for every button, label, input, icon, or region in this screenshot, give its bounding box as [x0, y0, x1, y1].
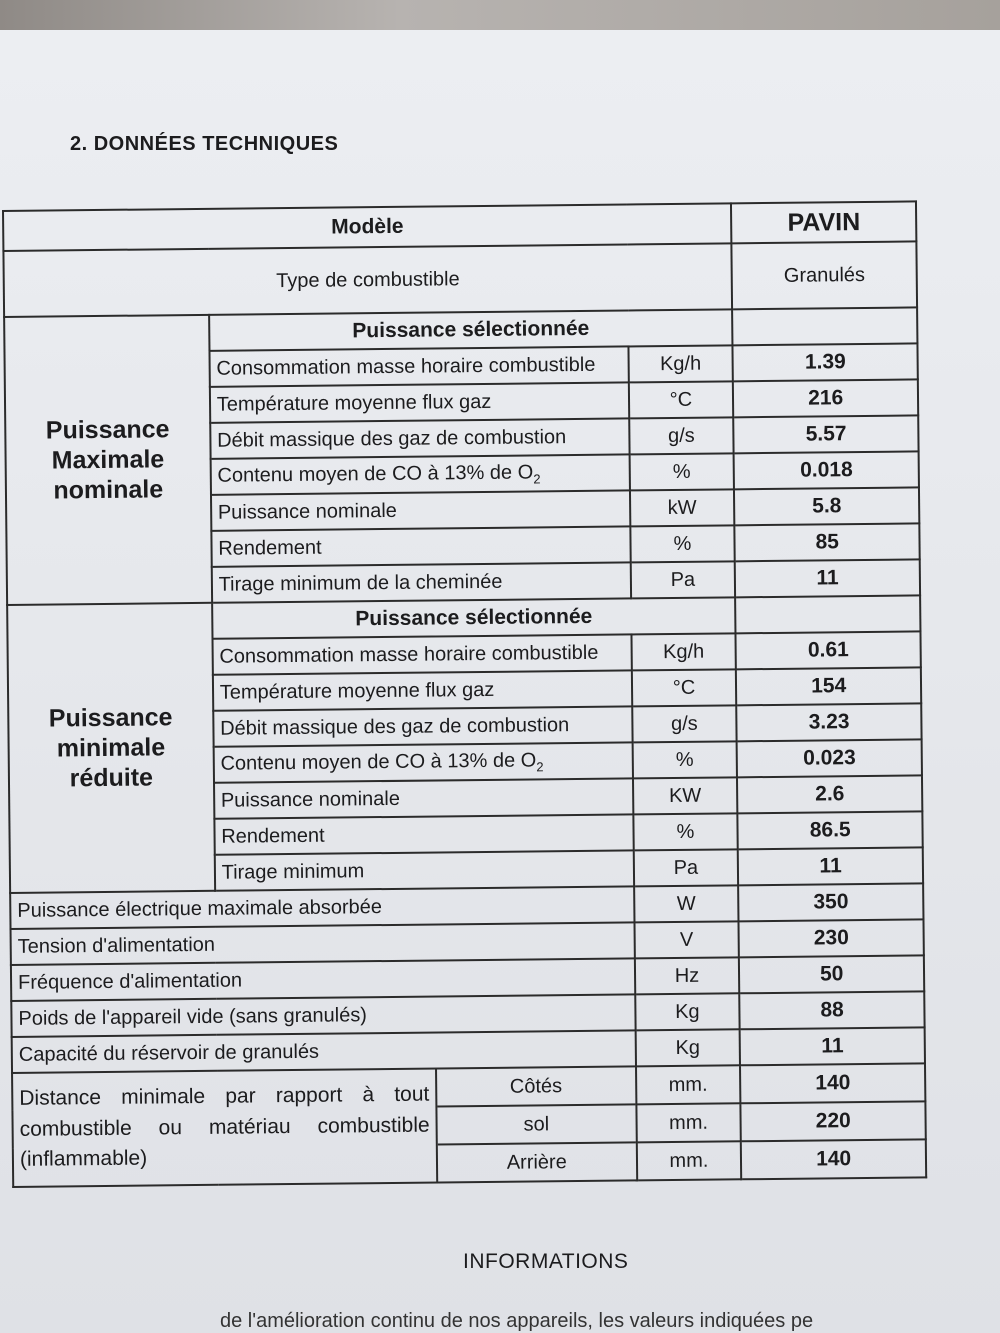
- row-label: Poids de l'appareil vide (sans granulés): [11, 994, 635, 1037]
- max-group-label: [4, 315, 212, 605]
- max-subheader-empty: [732, 307, 917, 345]
- row-value: 2.6: [737, 775, 922, 813]
- row-value: 0.023: [737, 739, 922, 777]
- row-label: Débit massique des gaz de combustion: [213, 706, 632, 746]
- row-unit: mm.: [636, 1103, 741, 1142]
- row-label: Consommation masse horaire combustible: [212, 634, 631, 674]
- model-value: PAVIN: [731, 201, 916, 243]
- row-value: 0.61: [736, 631, 921, 669]
- row-value: 50: [739, 955, 924, 993]
- max-group-label-line3: nominale: [53, 475, 164, 505]
- max-subheader: Puissance sélectionnée: [209, 309, 733, 350]
- distance-inner-table: [13, 1067, 636, 1186]
- row-value: 230: [739, 919, 924, 957]
- min-subheader-empty: [735, 595, 920, 633]
- row-unit: Pa: [633, 849, 738, 886]
- row-label-subscript: 2: [536, 758, 544, 774]
- model-label: Modèle: [3, 203, 732, 251]
- row-unit: Kg/h: [628, 345, 733, 382]
- row-value: 11: [735, 559, 920, 597]
- row-unit: °C: [631, 669, 736, 706]
- distance-sides: [436, 1067, 636, 1181]
- distance-cell: [12, 1066, 637, 1187]
- row-label-co: [213, 742, 632, 782]
- row-label: Puissance électrique maximale absorbée: [10, 886, 634, 929]
- max-group-label-line1: Puissance: [45, 415, 170, 445]
- row-label: Rendement: [211, 526, 630, 566]
- row-value: 140: [740, 1063, 925, 1103]
- row-label: Température moyenne flux gaz: [213, 670, 632, 710]
- row-unit: KW: [633, 777, 738, 814]
- row-label: Tirage minimum: [214, 850, 633, 890]
- row-unit: %: [629, 453, 734, 490]
- row-unit: Kg/h: [631, 633, 736, 670]
- row-label: Puissance nominale: [214, 778, 633, 818]
- distance-side: sol: [437, 1105, 635, 1145]
- row-label-co: [210, 454, 629, 494]
- min-group-label: [7, 603, 215, 893]
- row-unit: %: [632, 741, 737, 778]
- row-value: 1.39: [733, 343, 918, 381]
- row-value: 350: [738, 883, 923, 921]
- row-value: 3.23: [737, 703, 922, 741]
- row-value: 85: [735, 523, 920, 561]
- row-value: 216: [733, 379, 918, 417]
- row-value: 11: [740, 1027, 925, 1065]
- row-label: Tirage minimum de la cheminée: [211, 562, 630, 602]
- distance-side: Côtés: [437, 1067, 635, 1107]
- row-value: 11: [738, 847, 923, 885]
- row-value: 88: [740, 991, 925, 1029]
- row-value: 220: [741, 1101, 926, 1141]
- row-value: 5.57: [734, 415, 919, 453]
- min-group-label-line3: réduite: [69, 763, 154, 793]
- row-value: 140: [741, 1139, 926, 1179]
- row-value: 0.018: [734, 451, 919, 489]
- min-group-label-line1: Puissance: [48, 703, 173, 733]
- row-label: Rendement: [214, 814, 633, 854]
- row-unit: mm.: [636, 1065, 741, 1104]
- row-value: 5.8: [734, 487, 919, 525]
- min-group-label-line2: minimale: [56, 733, 166, 763]
- section-title: 2. DONNÉES TECHNIQUES: [70, 133, 339, 155]
- min-subheader: Puissance sélectionnée: [212, 597, 736, 638]
- row-unit: Hz: [634, 957, 739, 994]
- row-unit: Pa: [630, 561, 735, 598]
- row-label: Contenu moyen de CO à 13% de O: [217, 460, 534, 487]
- row-label: Fréquence d'alimentation: [11, 958, 635, 1001]
- max-group-label-line2: Maximale: [51, 445, 165, 475]
- row-unit: V: [634, 921, 739, 958]
- footnote-text: de l'amélioration continu de nos appareils, les valeurs indiquées pe: [220, 1310, 814, 1332]
- technical-data-table: [2, 200, 927, 1188]
- row-label: Tension d'alimentation: [11, 922, 635, 965]
- row-value: 86.5: [738, 811, 923, 849]
- photo-background-top: [0, 0, 1000, 30]
- row-label: Débit massique des gaz de combustion: [210, 418, 629, 458]
- row-unit: g/s: [632, 705, 737, 742]
- row-unit: W: [634, 885, 739, 922]
- footer-title: INFORMATIONS: [463, 1250, 629, 1273]
- row-unit: %: [633, 813, 738, 850]
- row-unit: Kg: [635, 1029, 740, 1066]
- distance-label: Distance minimale par rapport à tout combustible ou matériau combustible (inflammable): [13, 1070, 437, 1186]
- row-unit: g/s: [629, 417, 734, 454]
- row-label: Contenu moyen de CO à 13% de O: [220, 748, 537, 775]
- row-unit: %: [630, 525, 735, 562]
- row-label: Consommation masse horaire combustible: [209, 346, 628, 386]
- row-unit: mm.: [636, 1141, 741, 1180]
- fuel-value: Granulés: [732, 241, 917, 309]
- row-unit: °C: [628, 381, 733, 418]
- fuel-row: [3, 241, 917, 317]
- row-unit: Kg: [635, 993, 740, 1030]
- row-value: 154: [736, 667, 921, 705]
- distance-side: Arrière: [506, 1151, 567, 1174]
- row-unit: kW: [630, 489, 735, 526]
- row-label: Température moyenne flux gaz: [210, 382, 629, 422]
- fuel-label: Type de combustible: [3, 243, 732, 317]
- row-label-subscript: 2: [533, 470, 541, 486]
- row-label: Capacité du réservoir de granulés: [12, 1030, 636, 1073]
- row-label: Puissance nominale: [211, 490, 630, 530]
